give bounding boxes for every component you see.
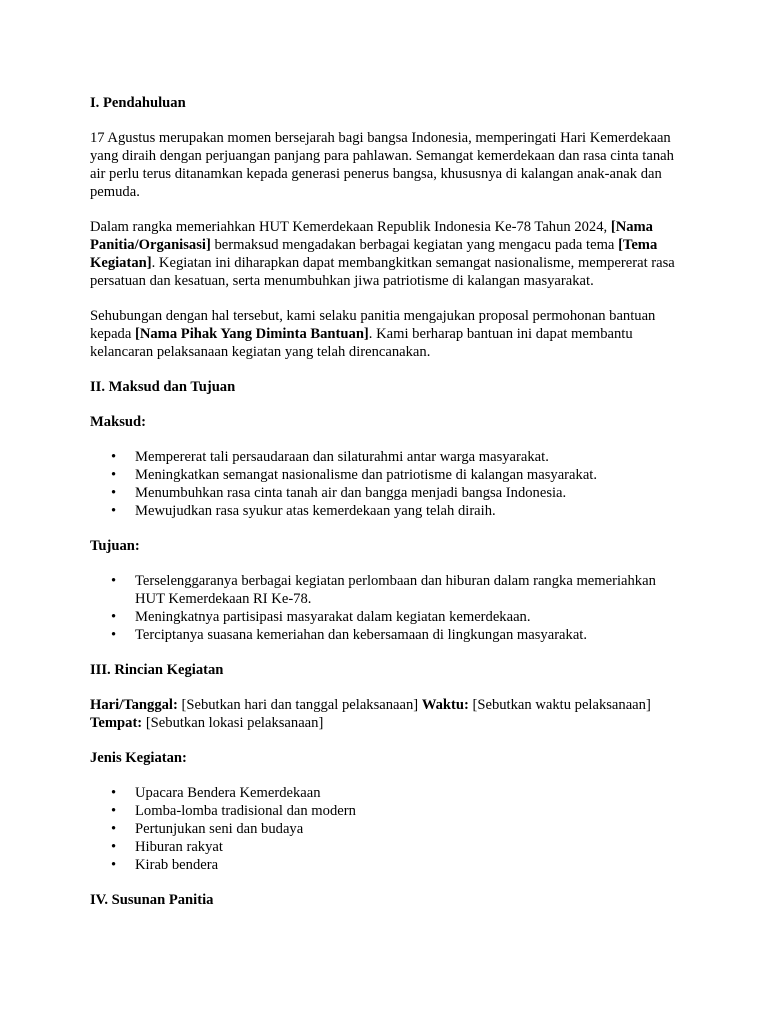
maksud-list: [90, 448, 688, 520]
placeholder-nama-panitia: [Nama Panitia/Organisasi]: [90, 219, 653, 253]
list-item: • Mempererat tali persaudaraan dan silaturahmi antar warga masyarakat.: [135, 448, 688, 466]
maksud-label: Maksud:: [90, 414, 146, 430]
list-item: • Kirab bendera: [135, 856, 688, 874]
paragraph-text: . Kegiatan ini diharapkan dapat membangkitkan semangat nasionalisme, mempererat rasa persatuan dan kesatuan, serta menumbuhkan jiwa patriotisme di kalangan masyarakat.: [90, 255, 675, 289]
list-item: • Lomba-lomba tradisional dan modern: [135, 802, 688, 820]
paragraph-rangka: [90, 218, 688, 290]
paragraph-text: . Kami berharap bantuan ini dapat membantu kelancaran pelaksanaan kegiatan yang telah direncanakan.: [90, 326, 633, 360]
section-heading-susunan: IV. Susunan Panitia: [90, 892, 214, 908]
hari-tanggal-label: Hari/Tanggal:: [90, 697, 178, 713]
list-item: • Meningkatkan semangat nasionalisme dan patriotisme di kalangan masyarakat.: [135, 466, 688, 484]
section-heading-pendahuluan: I. Pendahuluan: [90, 95, 186, 111]
section-heading-rincian: III. Rincian Kegiatan: [90, 662, 224, 678]
tempat-label: Tempat:: [90, 715, 143, 731]
hari-tanggal-value: [Sebutkan hari dan tanggal pelaksanaan]: [177, 697, 422, 713]
list-item: • Menumbuhkan rasa cinta tanah air dan bangga menjadi bangsa Indonesia.: [135, 484, 688, 502]
list-item: • Terciptanya suasana kemeriahan dan kebersamaan di lingkungan masyarakat.: [135, 626, 688, 644]
jenis-kegiatan-list: [90, 784, 688, 874]
jenis-kegiatan-label: Jenis Kegiatan:: [90, 750, 187, 766]
paragraph-text: Sehubungan dengan hal tersebut, kami selaku panitia mengajukan proposal permohonan bantuan kepada: [90, 308, 656, 342]
tujuan-list: [90, 572, 688, 644]
list-item: • Meningkatnya partisipasi masyarakat dalam kegiatan kemerdekaan.: [135, 608, 688, 626]
waktu-value: [Sebutkan waktu pelaksanaan]: [468, 697, 651, 713]
paragraph-text: bermaksud mengadakan berbagai kegiatan yang mengacu pada tema: [210, 237, 619, 253]
list-item: • Terselenggaranya berbagai kegiatan perlombaan dan hiburan dalam rangka memeriahkan HUT Kemerdekaan RI Ke-78.: [135, 572, 688, 608]
paragraph-rincian-detail: [90, 696, 688, 732]
paragraph-text: Dalam rangka memeriahkan HUT Kemerdekaan Republik Indonesia Ke-78 Tahun 2024,: [90, 219, 611, 235]
paragraph-intro: 17 Agustus merupakan momen bersejarah bagi bangsa Indonesia, memperingati Hari Kemerdekaan yang diraih dengan perjuangan panjang para pahlawan. Semangat kemerdekaan dan rasa cinta tanah air perlu terus ditanamkan kepada generasi penerus bangsa, khususnya di kalangan anak-anak dan pemuda.: [90, 130, 674, 200]
list-item: • Hiburan rakyat: [135, 838, 688, 856]
list-item: • Mewujudkan rasa syukur atas kemerdekaan yang telah diraih.: [135, 502, 688, 520]
waktu-label: Waktu:: [421, 697, 469, 713]
tujuan-label: Tujuan:: [90, 538, 140, 554]
section-heading-maksud-tujuan: II. Maksud dan Tujuan: [90, 379, 236, 395]
placeholder-pihak-bantuan: [Nama Pihak Yang Diminta Bantuan]: [134, 326, 369, 342]
placeholder-tema-kegiatan: [Tema Kegiatan]: [90, 237, 658, 271]
list-item: • Pertunjukan seni dan budaya: [135, 820, 688, 838]
list-item: • Upacara Bendera Kemerdekaan: [135, 784, 688, 802]
tempat-value: [Sebutkan lokasi pelaksanaan]: [142, 715, 324, 731]
paragraph-sehubungan: [90, 307, 688, 361]
